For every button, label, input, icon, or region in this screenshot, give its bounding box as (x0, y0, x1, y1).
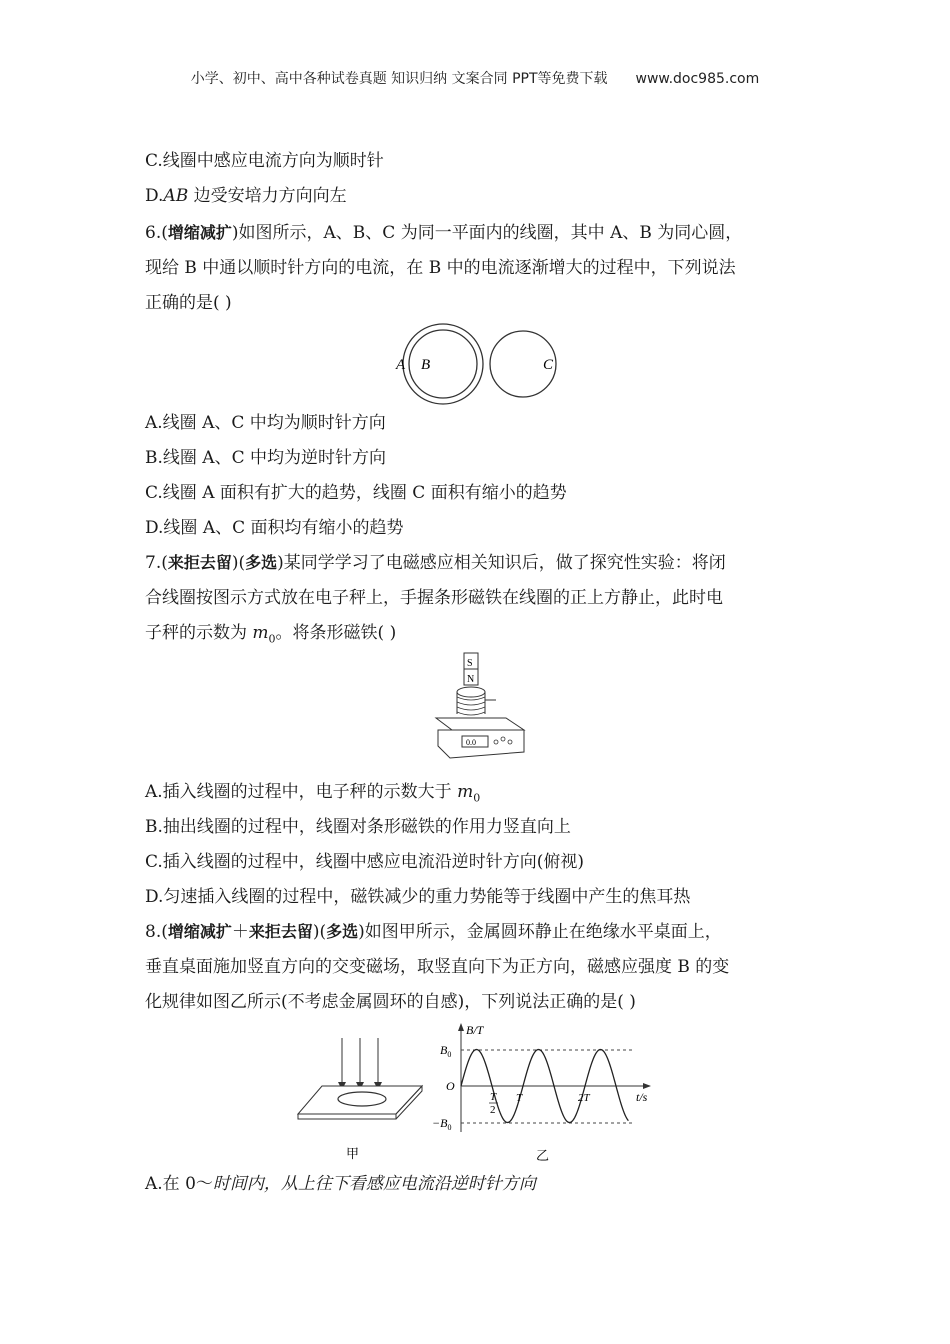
q8-stem-line1: 8.(增缩减扩＋来拒去留)(多选)如图甲所示，金属圆环静止在绝缘水平桌面上， (145, 922, 722, 942)
y-axis-label: B/T (466, 1023, 484, 1037)
caption-jia: 甲 (346, 1146, 360, 1161)
q8-figure-yi (432, 1020, 660, 1168)
q5-option-c: C.线圈中感应电流方向为顺时针 (145, 151, 384, 171)
q6-option-c: C.线圈 A 面积有扩大的趋势，线圈 C 面积有缩小的趋势 (145, 483, 567, 503)
label-b: B (421, 357, 431, 373)
q7-stem-line1: 7.(来拒去留)(多选)某同学学习了电磁感应相关知识后，做了探究性实验：将闭 (145, 553, 726, 573)
t-half-numerator: T (490, 1091, 497, 1103)
scale-display-value: 0.0 (466, 738, 476, 747)
q7-option-a: A.插入线圈的过程中，电子秤的示数大于 $m_0$ (145, 782, 481, 805)
q6-stem-line1: 6.(增缩减扩)如图所示，A、B、C 为同一平面内的线圈，其中 A、B 为同心圆， (145, 223, 743, 243)
t-half-denominator: 2 (490, 1104, 496, 1116)
q7-stem-line3: 子秤的示数为 $m_0$。将条形磁铁( ) (145, 623, 397, 646)
q5-option-d: D.AB 边受安培力方向向左 (145, 186, 347, 206)
label-a: A (396, 357, 406, 373)
q6-stem-line3: 正确的是( ) (145, 293, 232, 313)
q6-coils-figure (390, 318, 570, 413)
magnet-n: N (467, 674, 475, 685)
coil-b (409, 330, 477, 398)
q7-stem-line2: 合线圈按图示方式放在电子秤上，手握条形磁铁在线圈的正上方静止，此时电 (145, 588, 723, 608)
q6-stem-line2: 现给 B 中通以顺时针方向的电流，在 B 中的电流逐渐增大的过程中，下列说法 (145, 258, 736, 278)
q7-option-d: D.匀速插入线圈的过程中，磁铁减少的重力势能等于线圈中产生的焦耳热 (145, 887, 691, 907)
q6-option-a: A.线圈 A、C 中均为顺时针方向 (145, 413, 386, 433)
q6-option-b: B.线圈 A、C 中均为逆时针方向 (145, 448, 386, 468)
coil (457, 687, 496, 715)
coil-a (403, 324, 483, 404)
q8-stem-line3: 化规律如图乙所示(不考虑金属圆环的自感)，下列说法正确的是( ) (145, 992, 636, 1012)
scale-pan (436, 718, 524, 730)
q6-tag: 增缩减扩 (167, 223, 232, 242)
q8-stem-line2: 垂直桌面施加竖直方向的交变磁场，取竖直向下为正方向，磁感应强度 B 的变 (145, 957, 730, 977)
q7-option-b: B.抽出线圈的过程中，线圈对条形磁铁的作用力竖直向上 (145, 817, 571, 837)
magnet-s: S (467, 658, 473, 669)
two-t-label: 2T (578, 1092, 590, 1104)
q7-scale-figure (428, 650, 533, 770)
header-text: 小学、初中、高中各种试卷真题 知识归纳 文案合同 PPT等免费下载 (190, 71, 608, 87)
t-label: T (516, 1092, 523, 1104)
header-site: www.doc985.com (635, 71, 760, 87)
q6-option-d: D.线圈 A、C 面积均有缩小的趋势 (145, 518, 404, 538)
field-arrows (338, 1038, 382, 1090)
x-axis-label: t/s (636, 1090, 648, 1104)
b0-label: $B_0$ (440, 1043, 452, 1059)
page-header (0, 68, 950, 88)
label-c: C (543, 357, 554, 373)
q8-figure-jia (290, 1030, 430, 1165)
table-top (298, 1086, 422, 1114)
caption-yi: 乙 (536, 1148, 550, 1163)
neg-b0-label: $-B_0$ (432, 1116, 452, 1132)
q7-option-c: C.插入线圈的过程中，线圈中感应电流沿逆时针方向(俯视) (145, 852, 585, 872)
q8-option-a: A.在 0～时间内，从上往下看感应电流沿逆时针方向 (145, 1174, 536, 1194)
origin-label: O (446, 1079, 455, 1093)
table-side (298, 1114, 396, 1119)
